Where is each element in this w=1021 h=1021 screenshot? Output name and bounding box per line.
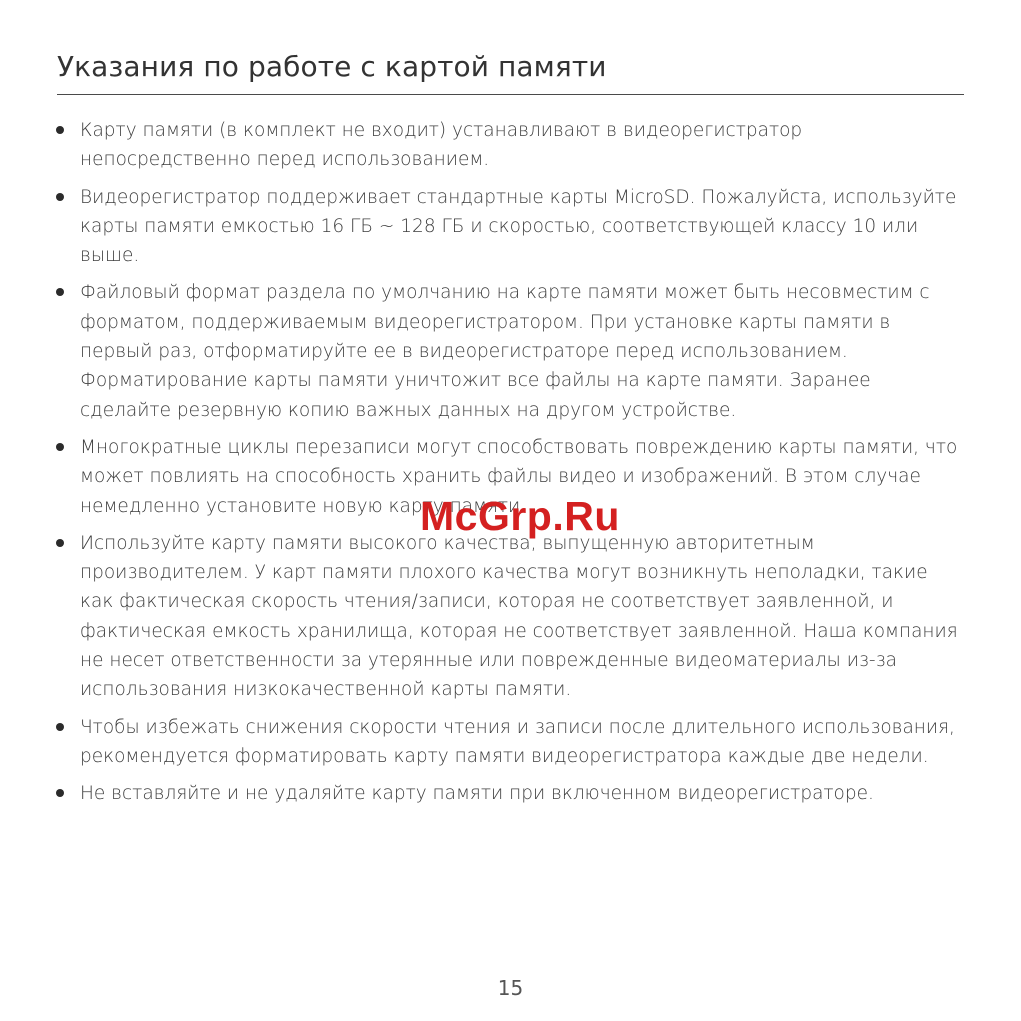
instruction-text: Используйте карту памяти высокого качества, выпущенную авторитетным производителем. У карт памяти плохого качества могут возникнуть неполадки, такие как фактическая скорость чтения/записи, которая не соответствует заявленной, и фактическая емкость хранилища, которая не соответствует заявленной. Наша компания не несет ответственности за утерянные или поврежденные видеоматериалы из-за использования низкокачественной карты памяти.: [80, 532, 958, 701]
instruction-text: Чтобы избежать снижения скорости чтения и записи после длительного использования, рекомендуется форматировать карту памяти видеорегистратора каждые две недели.: [80, 716, 955, 767]
title-divider: [57, 94, 964, 95]
bullet-icon: [56, 288, 64, 296]
watermark-logo: McGrp.Ru: [420, 493, 620, 539]
bullet-icon: [56, 443, 64, 451]
bullet-icon: [56, 126, 64, 134]
instruction-item: [56, 278, 961, 424]
instruction-item: [56, 433, 961, 521]
instruction-item: [56, 116, 961, 175]
instruction-text: Карту памяти (в комплект не входит) устанавливают в видеорегистратор непосредственно перед использованием.: [80, 120, 803, 171]
instruction-list: [56, 116, 961, 817]
bullet-icon: [56, 723, 64, 731]
instruction-item: [56, 713, 961, 772]
instruction-item: [56, 529, 961, 705]
instruction-item: [56, 779, 961, 808]
instruction-text: Многократные циклы перезаписи могут способствовать повреждению карты памяти, что может повлиять на способность хранить файлы видео и изображений. В этом случае немедленно установите новую карту памяти.: [80, 436, 958, 517]
page-title: Указания по работе с картой памяти: [57, 50, 607, 83]
page-number: 15: [497, 976, 524, 1000]
bullet-icon: [56, 539, 64, 547]
bullet-icon: [56, 193, 64, 201]
instruction-text: Файловый формат раздела по умолчанию на карте памяти может быть несовместим с форматом, поддерживаемым видеорегистратором. При установке карты памяти в первый раз, отформатируйте ее в видеорегистраторе перед использованием. Форматирование карты памяти уничтожит все файлы на карте памяти. Заранее сделайте резервную копию важных данных на другом устройстве.: [80, 282, 930, 421]
instruction-text: Видеорегистратор поддерживает стандартные карты MicroSD. Пожалуйста, используйте карты памяти емкостью 16 ГБ ~ 128 ГБ и скоростью, соответствующей классу 10 или выше.: [80, 186, 957, 267]
instruction-text: Не вставляйте и не удаляйте карту памяти при включенном видеорегистраторе.: [80, 783, 874, 805]
bullet-icon: [56, 789, 64, 797]
instruction-item: [56, 183, 961, 271]
